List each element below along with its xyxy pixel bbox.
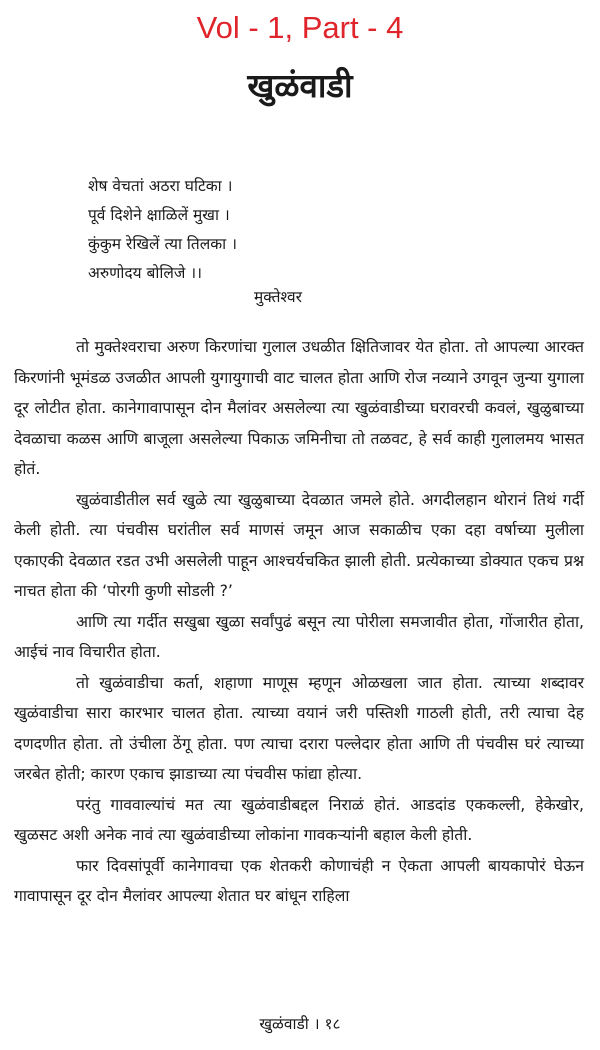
verse-line: अरुणोदय बोलिजे ।।	[88, 264, 203, 282]
verse-line: शेष वेचतां अठरा घटिका ।	[88, 177, 233, 195]
verse-line: पूर्व दिशेने क्षाळिलें मुखा ।	[88, 206, 230, 224]
verse-attribution: मुक्तेश्वर	[254, 288, 302, 306]
paragraph: परंतु गाववाल्यांचं मत त्या खुळंवाडीबद्दल निराळं होतं. आडदांड एककल्ली, हेकेखोर, खुळसट अशी अनेक नावं त्या खुळंवाडीच्या लोकांना गावकऱ्यांनी बहाल केली होती.	[14, 794, 584, 844]
page-footer: खुळंवाडी । १८	[259, 1015, 341, 1033]
volume-heading: Vol - 1, Part - 4	[196, 10, 404, 45]
body-text	[14, 332, 584, 912]
chapter-title: खुळंवाडी	[247, 66, 353, 105]
paragraph: फार दिवसांपूर्वी कानेगावचा एक शेतकरी कोणाचंही न ऐकता आपली बायकापोरं घेऊन गावापासून दूर दोन मैलांवर आपल्या शेतात घर बांधून राहिला	[14, 855, 584, 905]
verse-block	[88, 172, 237, 288]
paragraph: आणि त्या गर्दीत सखुबा खुळा सर्वांपुढं बसून त्या पोरीला समजावीत होता, गोंजारीत होता, आईचं नाव विचारीत होता.	[14, 611, 584, 661]
verse-line: कुंकुम रेखिलें त्या तिलका ।	[88, 235, 237, 253]
paragraph: तो मुक्तेश्वराचा अरुण किरणांचा गुलाल उधळीत क्षितिजावर येत होता. तो आपल्या आरक्त किरणांनी भूमंडळ उजळीत आपली युगायुगाची वाट चालत होता आणि रोज नव्याने उगवून जुन्या युगाला दूर लोटीत होता. कानेगावापासून दोन मैलांवर असलेल्या त्या खुळंवाडीच्या घरावरची कवलं, खुळुबाच्या देवळाचा कळस आणि बाजूला असलेल्या पिकाऊ जमिनीचा तो तळवट, हे सर्व काही गुलालमय भासत होतं.	[14, 337, 584, 478]
paragraph: तो खुळंवाडीचा कर्ता, शहाणा माणूस म्हणून ओळखला जात होता. त्याच्या शब्दावर खुळंवाडीचा सारा कारभार चालत होता. त्याच्या वयानं जरी पस्तिशी गाठली होती, तरी त्याचा देह दणदणीत होता. तो उंचीला ठेंगू होता. पण त्याचा दरारा पल्लेदार होता आणि ती पंचवीस घरं त्याच्या जरबेत होती; कारण एकाच झाडाच्या त्या पंचवीस फांद्या होत्या.	[14, 672, 584, 783]
paragraph: खुळंवाडीतील सर्व खुळे त्या खुळुबाच्या देवळात जमले होते. अगदीलहान थोरानं तिथं गर्दी केली होती. त्या पंचवीस घरांतील सर्व माणसं जमून आज सकाळीच एका दहा वर्षाच्या मुलीला एकाएकी देवळात रडत उभी असलेली पाहून आश्चर्यचकित झाली होती. प्रत्येकाच्या डोक्यात एकच प्रश्न नाचत होता की ‘पोरगी कुणी सोडली ?’	[14, 489, 584, 600]
